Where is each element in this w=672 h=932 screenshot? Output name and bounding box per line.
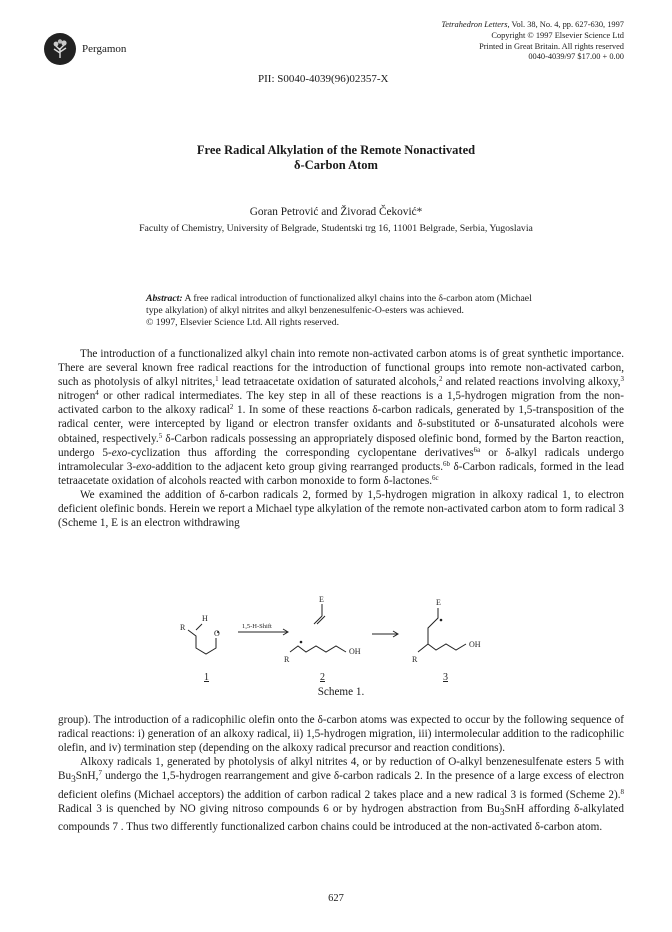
- radical-dot-3: [440, 619, 443, 622]
- journal-citation: Tetrahedron Letters, Vol. 38, No. 4, pp. 627-630, 1997: [441, 20, 624, 29]
- scheme-label-OH2: OH: [349, 647, 361, 656]
- compound-1-h-bond: [196, 624, 202, 630]
- scheme-label-OH3: OH: [469, 640, 481, 649]
- page-number: 627: [328, 893, 344, 904]
- body-upper: [58, 347, 624, 530]
- body-lower: [58, 713, 624, 834]
- copyright-line: Copyright © 1997 Elsevier Science Ltd: [491, 30, 624, 40]
- paragraph-1: The introduction of a functionalized alkyl chain into remote non-activated carbon atoms is of great synthetic importance. There are several known free radical reactions for the introduction of functional groups into remote non-activated carbon, such as photolysis of alkyl nitrites,$^1$ lead tetraacetate oxidation of saturated alcohols,$^2$ and related reactions involving alkoxy,$^3$ nitrogen$^4$ or other radical intermediates. The key step in all of these reactions is a 1,5-hydrogen migration from the non-activated carbon to the alkoxy radical$^2$ 1. In some of these reactions δ-carbon radicals, generated by 1,5-transposition of the radical center, were intercepted by ligand or electron transfer oxidants and δ-substituted or δ-unsaturated alcohols were obtained, respectively.$^5$ δ-Carbon radicals possessing an appropriately disposed olefinic bond, formed by the Barton reaction, undergo 5-exo-cyclization thus affording the corresponding cyclopentane derivatives$^{6a}$ or δ-alkyl radicals undergo intramolecular 3-exo-addition to the adjacent keto group giving rearranged products.$^{6b}$ δ-Carbon radicals, formed in the lead tetraacetate oxidation of alcohols reacted with carbon monoxide to form δ-lactones.$^{6c}$: [58, 348, 625, 487]
- scheme-label-R2: R: [284, 655, 290, 664]
- title-line-1: Free Radical Alkylation of the Remote Nonactivated: [196, 143, 476, 157]
- pergamon-tree-icon: [47, 36, 73, 62]
- paragraph-3: group). The introduction of a radicophilic olefin onto the δ-carbon atoms was expected to occur by the following sequence of radical reactions: i) generation of an alkoxy radical, ii) 1,5-hydrogen migration, iii) intermolecular addition to the radicophilic olefin, and iv) termination step (depending on the alkoxy radical precursor and reaction conditions).: [58, 714, 624, 755]
- olefin-acceptor: [314, 604, 325, 624]
- compound-2-chain: [290, 646, 346, 652]
- affiliation: Faculty of Chemistry, University of Belgrade, Studentski trg 16, 11001 Belgrade, Serbia, Yugoslavia: [139, 223, 533, 234]
- scheme-label-R3: R: [412, 655, 418, 664]
- pii-code: PII: S0040-4039(96)02357-X: [258, 73, 389, 85]
- paragraph-4: Alkoxy radicals 1, generated by photolysis of alkyl nitrites 4, or by reduction of O-alkyl benzenesulfenate esters 5 with $Bu_3SnH,^7$ undergo the 1,5-hydrogen rearrangement and give δ-carbon radicals 2. In the presence of a large excess of electron deficient olefins (Michael acceptors) the addition of carbon radical 2 takes place and a new radical 3 is formed (Scheme 2).$^8$ Radical 3 is quenched by NO giving nitroso compounds 6 or by hydrogen abstraction from $Bu_3SnH$ affording δ-alkylated compounds 7 . Thus two differently functionalized carbon chains could be introduced at the non-activated δ-carbon atom.: [58, 756, 624, 834]
- scheme-label-R1: R: [180, 623, 186, 632]
- compound-number-2: 2: [320, 672, 325, 683]
- compound-3-branch: [428, 608, 438, 644]
- scheme-label-O: O: [214, 629, 220, 638]
- printed-line: Printed in Great Britain. All rights reserved: [479, 41, 624, 51]
- scheme-caption: Scheme 1.: [317, 686, 365, 698]
- authors: Goran Petrović and Živorad Čeković*: [249, 206, 423, 218]
- publisher-logo: [44, 33, 76, 65]
- scheme-label-H: H: [202, 614, 208, 623]
- compound-number-3: 3: [443, 672, 448, 683]
- abstract-copyright: © 1997, Elsevier Science Ltd. All rights reserved.: [146, 317, 339, 328]
- paragraph-2: We examined the addition of δ-carbon radicals 2, formed by 1,5-hydrogen migration in alkoxy radical 1, to electron deficient olefinic bonds. Herein we report a Michael type alkylation of the remote non-activated carbon atom to form radical 3 (Scheme 1, E is an electron withdrawing: [58, 488, 624, 530]
- radical-dot-2: [300, 641, 303, 644]
- compound-3-chain: [418, 644, 466, 652]
- scheme-1-figure: [150, 594, 530, 689]
- journal-info: [364, 20, 624, 63]
- scheme-label-E3: E: [436, 598, 441, 607]
- publisher-name: Pergamon: [82, 43, 127, 55]
- scheme-reagent: 1,5-H-Shift: [242, 623, 272, 630]
- abstract: [146, 293, 538, 329]
- compound-number-1: 1: [204, 672, 209, 683]
- abstract-text: A free radical introduction of functionalized alkyl chains into the δ-carbon atom (Michael type alkylation) of alkyl nitrites and alkyl benzenesulfenic-O-esters was achieved.: [146, 293, 532, 316]
- title-line-2: δ-Carbon Atom: [294, 158, 378, 172]
- price-line: 0040-4039/97 $17.00 + 0.00: [528, 52, 624, 62]
- article-title: [100, 143, 572, 173]
- compound-1-chain: [188, 630, 216, 654]
- abstract-label: Abstract:: [146, 293, 183, 304]
- scheme-label-E2: E: [319, 595, 324, 604]
